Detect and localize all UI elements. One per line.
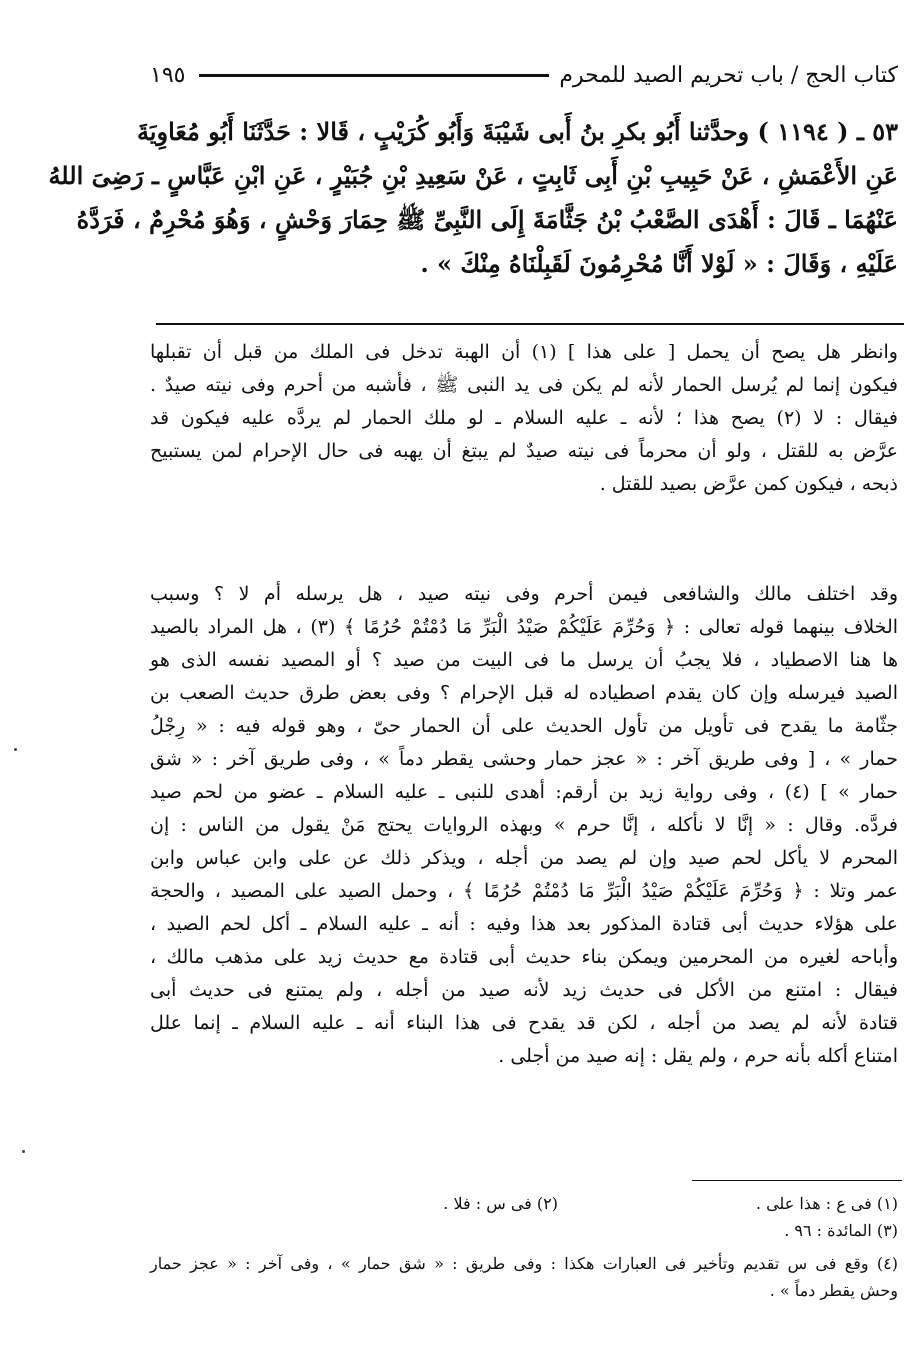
commentary-line: عرَّض به للقتل ، ولو أن محرماً فى نيته صيدٌ لم يبتغ أن يهبه فى حال الإحرام لمن يستبيح [150, 440, 898, 462]
commentary-line: حمار » ] (٤) ، وفى رواية زيد بن أرقم: أهدى للنبى ـ عليه السلام ـ عضو من لحم صيد [150, 781, 899, 803]
commentary-line: حمار » ، [ وفى طريق آخر : « عجز حمار وحشى يقطر دماً » ، وفى طريق آخر : « شق [150, 748, 898, 770]
chapter-title: كتاب الحج / باب تحريم الصيد للمحرم [559, 62, 898, 88]
footnote-divider [692, 1180, 902, 1181]
commentary-line: عمر وتلا : ﴿ وَحُرِّمَ عَلَيْكُمْ صَيْدُ الْبَرِّ مَا دُمْتُمْ حُرُمًا ﴾ ، وحمل الصيد على المصيد ، والحجة [150, 880, 898, 902]
hadith-line: عَنْهُمَا ـ قَالَ : أَهْدَى الصَّعْبُ بْنُ جَثَّامَةَ إِلَى النَّبِىِّ ﷺ حِمَارَ وَحْشٍ ، وَهُوَ مُحْرِمٌ ، فَرَدَّهُ [76, 205, 898, 234]
section-divider [156, 323, 904, 325]
commentary-line: فيقال : امتنع من الأكل فى حديث زيد لأنه صيد من أجله ، ولم يمتنع فى حديث أبى [150, 979, 898, 1001]
commentary-line: وانظر هل يصح أن يحمل [ على هذا ] (١) أن الهبة تدخل فى الملك من قبل أن تقبلها [150, 341, 898, 363]
commentary-line: امتناع أكله بأنه حرم ، ولم يقل : إنه صيد من أجلى . [498, 1045, 898, 1067]
commentary-line: فردَّه. وقال : « إنَّا لا نأكله ، إنَّا حرم » وبهذه الروايات يحتج مَنْ يقول من الناس : إن [150, 814, 898, 836]
footnote-4-line: (٤) وقع فى س تقديم وتأخير فى العبارات هكذا : وفى طريق : « شق حمار » ، وفى آخر : « عجز حمار [150, 1254, 899, 1273]
commentary-line: فيقال : لا (٢) يصح هذا ؛ لأنه ـ عليه السلام ـ لو ملك الحمار لم يردَّه عليه فيكون قد [150, 407, 898, 429]
footnotes [150, 1190, 898, 1304]
commentary-line: المحرم لا يأكل لحم صيد وإن لم يصد من أجله ، ويذكر ذلك عن على وابن عباس وابن [150, 847, 898, 869]
scan-speck [22, 1150, 25, 1153]
hadith-line: عَلَيْهِ ، وَقَالَ : « لَوْلا أَنَّا مُحْرِمُونَ لَقَبِلْنَاهُ مِنْكَ » . [420, 249, 898, 278]
running-header [150, 58, 898, 92]
commentary-line: الصيد فيرسله وإن كان يقدم اصطياده له قبل الإحرام ؟ وفى بعض طرق حديث الصعب بن [150, 682, 898, 704]
footnote-3: (٣) المائدة : ٩٦ . [784, 1221, 898, 1240]
commentary-paragraph-2 [150, 578, 898, 1073]
commentary-line: فيكون إنما لم يُرسل الحمار لأنه لم يكن فى يد النبى ﷺ ، فأشبه من أحرم وفى نيته صيدٌ . [150, 374, 898, 396]
commentary-line: قتادة لأنه لم يصد من أجله ، لكن قد يقدح فى هذا البناء أنه ـ عليه السلام ـ إنما علل [150, 1012, 898, 1034]
commentary-line: ها هنا الاصطياد ، فلا يجبُ أن يرسل ما فى البيت من صيد ؟ أو المصيد نفسه الذى هو [150, 649, 898, 671]
hadith-line: ٥٣ ـ ( ١١٩٤ ) وحدَّثنا أَبُو بكرِ بنُ أَبى شَيْبَةَ وَأَبُو كُرَيْبٍ ، قَالا : حَدَّثَنَا أَبُو مُعَاوِيَةَ [136, 117, 898, 146]
commentary-paragraph-1 [150, 336, 898, 501]
commentary-line: جثّامة ما يقدح فى تأويل من تأول الحديث على أن الحمار حىّ ، وهو قوله فيه : « رِجْلُ [150, 715, 898, 737]
header-rule [199, 74, 549, 77]
commentary-line: ذبحه ، فيكون كمن عرَّض بصيد للقتل . [599, 473, 898, 495]
scan-speck [14, 748, 17, 751]
footnote-4-line: وحش يقطر دماً » . [769, 1281, 898, 1300]
page-number: ١٩٥ [150, 62, 186, 88]
hadith-text [48, 110, 898, 286]
commentary-line: على هؤلاء حديث أبى قتادة المذكور بعد هذا وفيه : أنه ـ عليه السلام ـ أكل لحم الصيد ، [150, 913, 898, 935]
footnote-row [150, 1190, 898, 1217]
hadith-line: عَنِ الأَعْمَشِ ، عَنْ حَبِيبِ بْنِ أَبِى ثَابِتٍ ، عَنْ سَعِيدِ بْنِ جُبَيْرٍ ، عَنِ ابْنِ عَبَّاسٍ ـ رَضِىَ اللهُ [48, 161, 898, 190]
footnote-2: (٢) فى س : فلا . [443, 1194, 558, 1213]
commentary-line: الخلاف بينهما قوله تعالى : ﴿ وَحُرِّمَ عَلَيْكُمْ صَيْدُ الْبَرِّ مَا دُمْتُمْ حُرُمًا ﴾ (٣) ، هل المراد بالصيد [150, 616, 899, 638]
commentary-line: وأباحه لغيره من المحرمين ويمكن بناء حديث أبى قتادة مع حديث زيد على مذهب مالك ، [150, 946, 898, 968]
commentary-line: وقد اختلف مالك والشافعى فيمن أحرم وفى نيته صيد ، هل يرسله أم لا ؟ وسبب [150, 583, 898, 605]
footnote-1: (١) فى ع : هذا على . [755, 1194, 898, 1213]
